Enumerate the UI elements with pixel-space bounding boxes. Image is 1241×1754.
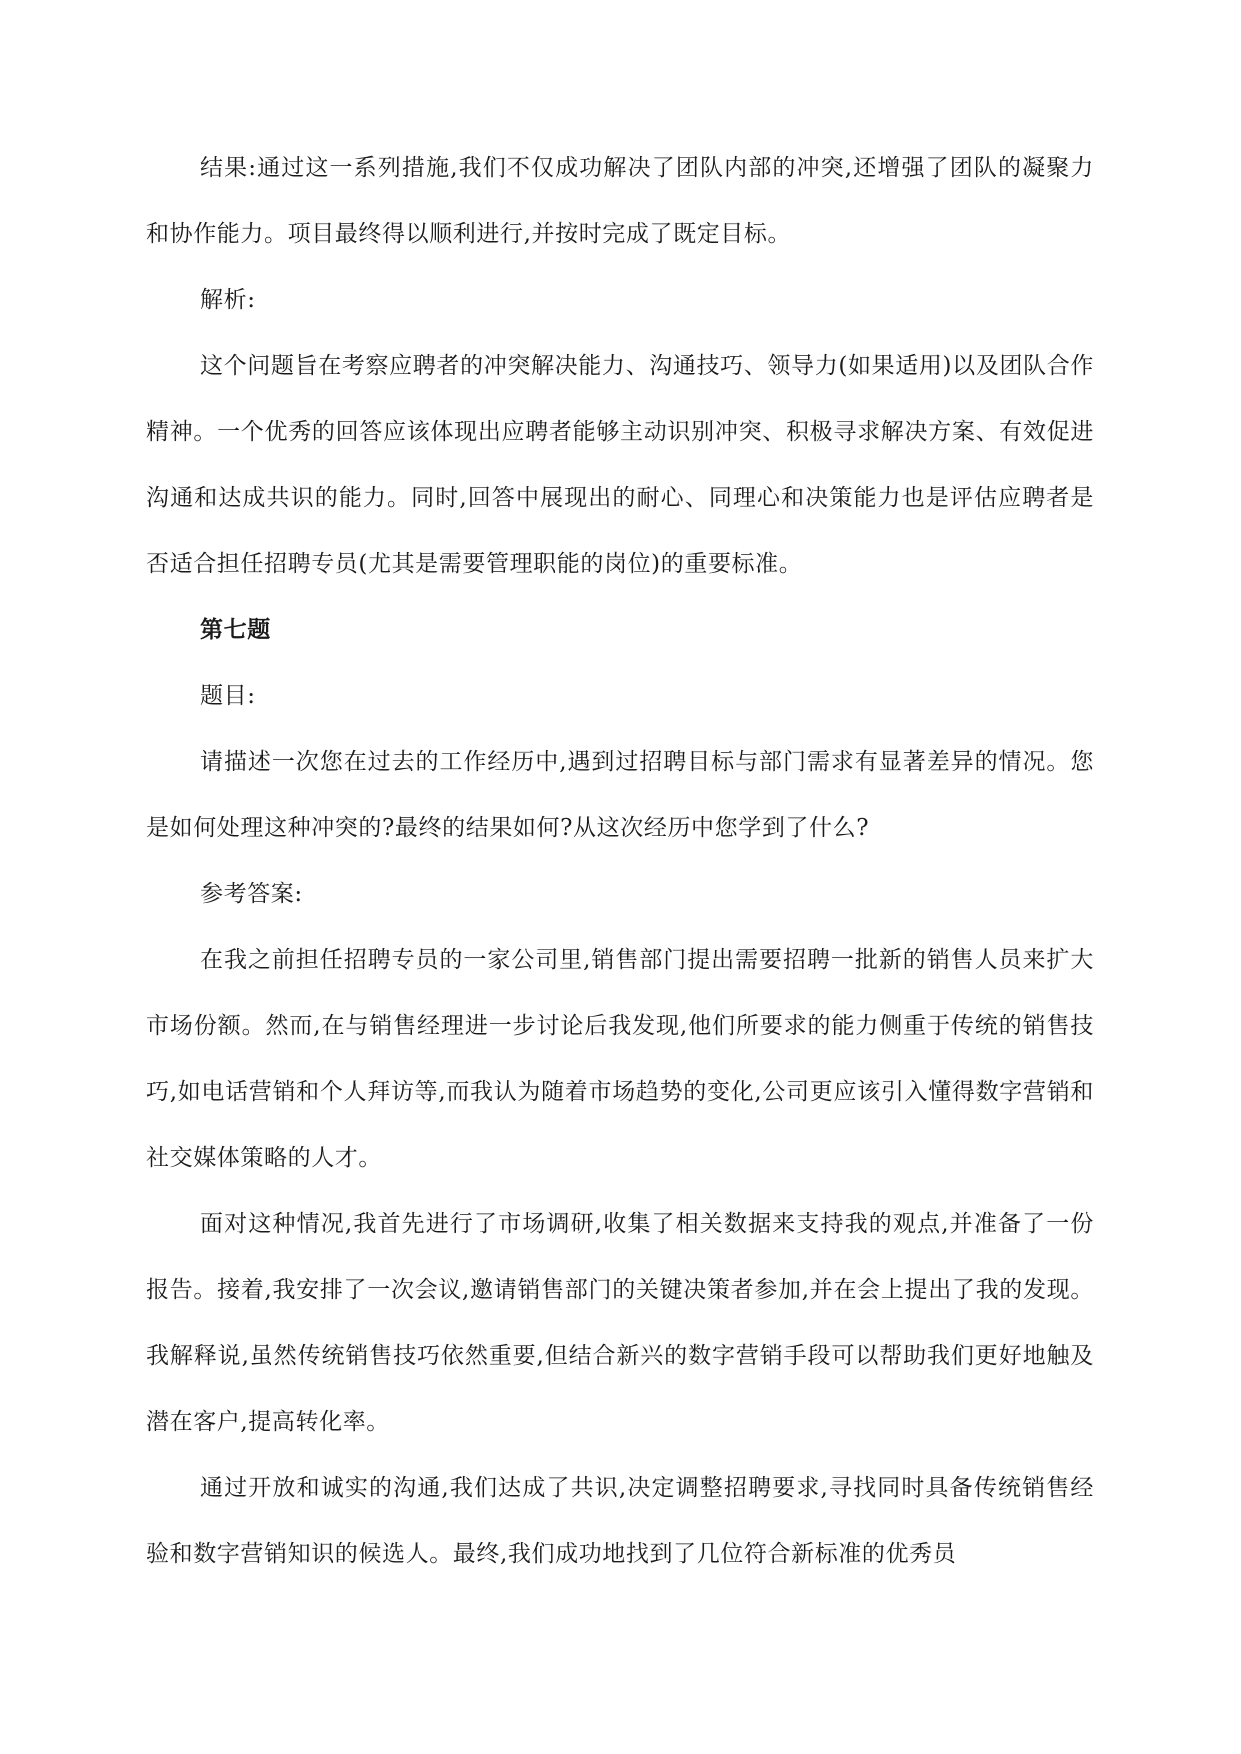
answer-paragraph-1: 在我之前担任招聘专员的一家公司里,销售部门提出需要招聘一批新的销售人员来扩大市场份额。然而,在与销售经理进一步讨论后我发现,他们所要求的能力侧重于传统的销售技巧,如电话营销和个人拜访等,而我认为随着市场趋势的变化,公司更应该引入懂得数字营销和社交媒体策略的人才。 [146, 947, 1094, 1171]
analysis-label: 解析: [200, 287, 256, 313]
question-label: 题目: [200, 683, 256, 709]
answer-paragraph-2: 面对这种情况,我首先进行了市场调研,收集了相关数据来支持我的观点,并准备了一份报告。接着,我安排了一次会议,邀请销售部门的关键决策者参加,并在会上提出了我的发现。我解释说,虽然传统销售技巧依然重要,但结合新兴的数字营销手段可以帮助我们更好地触及潜在客户,提高转化率。 [146, 1211, 1094, 1435]
result-paragraph: 结果:通过这一系列措施,我们不仅成功解决了团队内部的冲突,还增强了团队的凝聚力和协作能力。项目最终得以顺利进行,并按时完成了既定目标。 [146, 155, 1094, 247]
page-content [146, 135, 1094, 1587]
answer-paragraph-3: 通过开放和诚实的沟通,我们达成了共识,决定调整招聘要求,寻找同时具备传统销售经验和数字营销知识的候选人。最终,我们成功地找到了几位符合新标准的优秀员 [146, 1475, 1094, 1567]
analysis-paragraph: 这个问题旨在考察应聘者的冲突解决能力、沟通技巧、领导力(如果适用)以及团队合作精神。一个优秀的回答应该体现出应聘者能够主动识别冲突、积极寻求解决方案、有效促进沟通和达成共识的能力。同时,回答中展现出的耐心、同理心和决策能力也是评估应聘者是否适合担任招聘专员(尤其是需要管理职能的岗位)的重要标准。 [146, 353, 1094, 577]
question-heading: 第七题 [200, 617, 271, 643]
question-paragraph: 请描述一次您在过去的工作经历中,遇到过招聘目标与部门需求有显著差异的情况。您是如何处理这种冲突的?最终的结果如何?从这次经历中您学到了什么? [146, 749, 1094, 841]
answer-label: 参考答案: [200, 881, 303, 907]
